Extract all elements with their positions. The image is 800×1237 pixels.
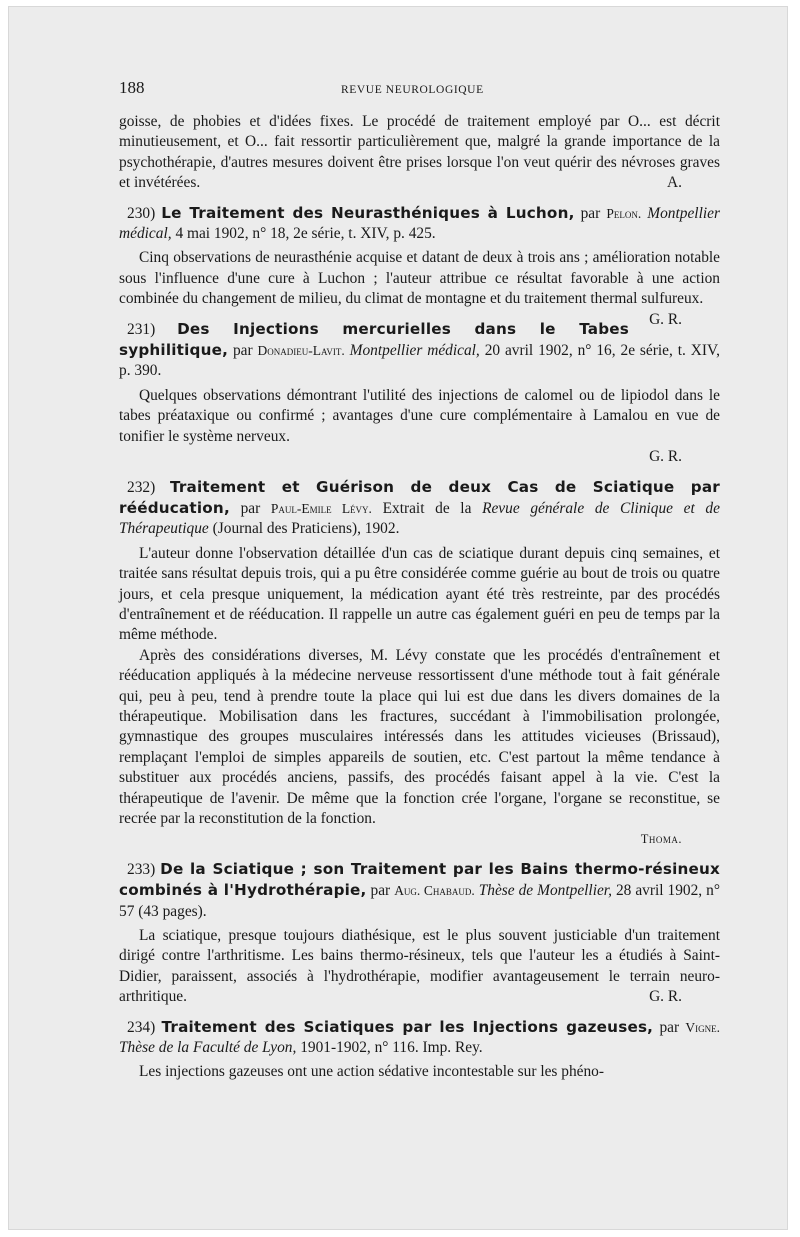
entry-number: 233) (127, 860, 156, 878)
entry-by: par (370, 882, 391, 900)
entry-journal: Montpellier médical, (349, 342, 480, 360)
entry-number: 231) (127, 320, 156, 338)
abstract-text: Quelques observations démontrant l'utilité des injections de calomel ou de lipiodol dans le tabes préataxique ou confirmé ; avantages d'une cure complémentaire à Lamalou en vue de tonifier le système nerveux. (119, 386, 720, 445)
entry-title: Des Injections mercurielles dans le Tabes syphilitique, (119, 319, 630, 360)
running-title: REVUE NEUROLOGIQUE (341, 84, 484, 96)
entry-title: Le Traitement des Neurasthéniques à Luchon, (161, 203, 575, 222)
abstract-text: Cinq observations de neurasthénie acquise et datant de deux à trois ans ; amélioration notable sous l'influence d'une cure à Luchon ; l'auteur attribue ce résultat favorable à une action combinée du changement de milieu, du climat de montagne et du traitement thermal sulfureux. (119, 249, 720, 308)
entry-230-signature: G. R. (649, 310, 682, 328)
entry-231-abstract (119, 386, 720, 447)
intro-paragraph (119, 112, 720, 194)
entry-author: Donadieu-Lavit. (257, 343, 345, 359)
entry-journal: Revue générale de Clinique et de Thérapeutique (119, 499, 720, 538)
entry-title: Traitement des Sciatiques par les Injections gazeuses, (161, 1017, 654, 1036)
signature-text: Thoma. (640, 832, 682, 847)
entry-author: Aug. Chabaud. (394, 883, 475, 899)
entry-reference: 4 mai 1902, n° 18, 2e série, t. XIV, p. 425. (175, 225, 436, 243)
entry-by: par (659, 1018, 680, 1036)
page-sheet (8, 6, 788, 1230)
entry-by: par (240, 499, 261, 517)
abstract-text: La sciatique, presque toujours diathésique, est le plus souvent justiciable d'un traitement dirigé contre l'arthritisme. Les bains thermo-résineux, tels que l'auteur les a étudiés à Saint-Didier, paraissent, associés à l'hydrothérapie, modifier avantageusement le terrain neuro-arthritique. (119, 927, 720, 1006)
entry-title: Traitement et Guérison de deux Cas de Sciatique par rééducation, (119, 477, 720, 517)
entry-number: 232) (127, 478, 156, 496)
entry-by: par (580, 204, 601, 222)
entry-233-abstract (119, 926, 720, 1008)
page-number: 188 (119, 78, 145, 97)
entry-reference: 1901-1902, n° 116. Imp. Rey. (300, 1039, 483, 1057)
entry-journal: Montpellier médical, (119, 204, 720, 243)
intro-text: goisse, de phobies et d'idées fixes. Le procédé de traitement employé par O... est décrit minutieusement, et O... fait ressortir particulièrement que, malgré la grande importance de la psychothérapie, d'autres mesures doivent être prises lorsque l'on veut quérir des névroses graves et invétérées. (119, 113, 720, 192)
page-content (119, 78, 720, 1083)
entry-234-abstract: Les injections gazeuses ont une action sédative incontestable sur les phéno- (139, 1063, 604, 1081)
entry-author: Paul-Emile Lévy. (270, 500, 372, 516)
entry-author: Pelon. (606, 205, 642, 221)
entry-author: Vigne. (685, 1019, 720, 1035)
entry-230-heading (119, 203, 720, 245)
intro-signature: A. (667, 174, 682, 192)
entry-232-abstract-1: L'auteur donne l'observation détaillée d'un cas de sciatique durant depuis cinq semaines, et traitée sans résultat depuis trois, qui a pu être considérée comme guérie au bout de trois ou quatre jours, et cela presque uniquement, la médication ayant été très restreinte, par des procédés d'entraînement et de rééducation. Il rappelle un autre cas également guéri en peu de temps par la même méthode. (119, 544, 720, 644)
entry-233-heading (119, 859, 720, 922)
entry-reference: (Journal des Praticiens), 1902. (212, 520, 400, 538)
entry-reference: 20 avril 1902, n° 16, 2e série, t. XIV, p. 390. (119, 342, 720, 380)
entry-reference-prefix: Extrait de la (382, 499, 472, 517)
page-header (119, 78, 720, 100)
entry-232-signature (119, 829, 720, 849)
entry-233-signature: G. R. (649, 988, 682, 1006)
entry-reference: 28 avril 1902, n° 57 (43 pages). (119, 882, 720, 920)
entry-number: 234) (127, 1018, 156, 1036)
entry-231-signature: G. R. (649, 448, 682, 466)
entry-230-abstract (119, 248, 720, 328)
entry-journal: Thèse de la Faculté de Lyon, (119, 1039, 297, 1057)
entry-232-heading (119, 477, 720, 540)
entry-234-heading (119, 1017, 720, 1059)
entry-number: 230) (127, 204, 156, 222)
entry-journal: Thèse de Montpellier, (478, 882, 612, 900)
entry-title: De la Sciatique ; son Traitement par les Bains thermo-résineux combinés à l'Hydrothérapie, (119, 859, 720, 900)
entry-by: par (232, 342, 253, 360)
entry-232-abstract-2: Après des considérations diverses, M. Lévy constate que les procédés d'entraînement et rééducation appliqués à la médecine nerveuse ressortissent d'une méthode tout à fait générale qui, peu à peu, tend à prendre toute la place qui lui est due dans les divers domaines de la thérapeutique. Mobilisation dans les fractures, succédant à l'immobilisation prolongée, gymnastique des groupes musculaires intéressés dans les attitudes vicieuses (Brissaud), remplaçant l'emploi de simples appareils de soutien, etc. C'est partout la même tendance à substituer aux procédés anciens, passifs, des procédés faisant appel à la vie. C'est la thérapeutique de l'avenir. De même que la fonction crée l'organe, l'organe se reconstitue, se recrée par la reconstitution de la fonction. (119, 646, 720, 827)
